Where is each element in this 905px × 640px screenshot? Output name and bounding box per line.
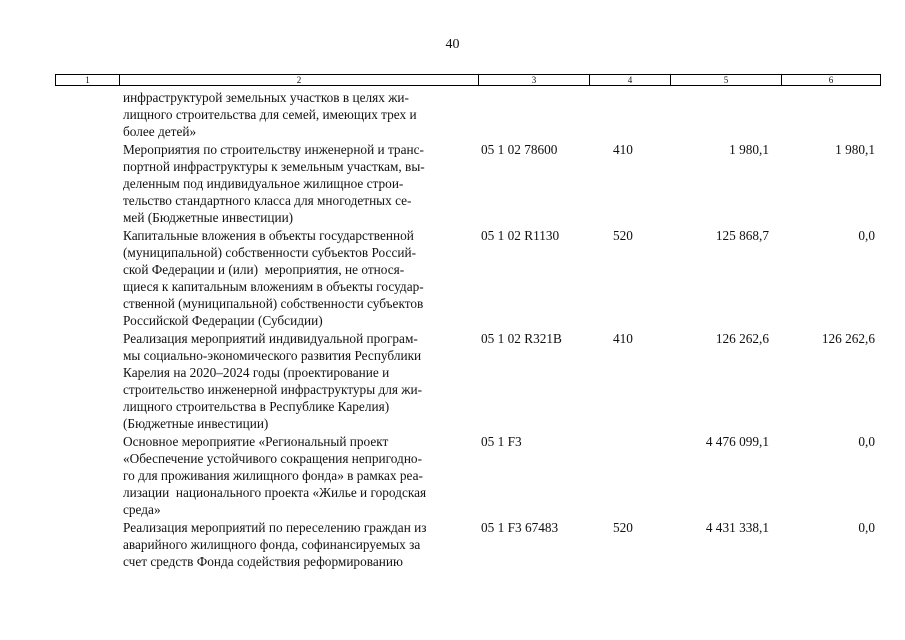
table-body xyxy=(0,89,905,571)
row-sum-2: 0,0 xyxy=(858,520,875,535)
table-row xyxy=(0,433,905,519)
row-vr: 410 xyxy=(613,142,633,157)
row-description: Основное мероприятие «Региональный проект «Обеспечение устойчивого сокращения непригодно- го для проживания жилищного фонда» в рамках реа- лизации национального проекта «Жилье и городская среда» xyxy=(123,434,427,517)
row-description: инфраструктурой земельных участков в целях жи- лищного строительства для семей, имеющих трех и более детей» xyxy=(123,90,417,139)
row-sum-2: 1 980,1 xyxy=(835,142,875,157)
row-code: 05 1 02 78600 xyxy=(481,142,558,157)
row-description: Мероприятия по строительству инженерной и транс- портной инфраструктуры к земельным участкам, вы- деленным под индивидуальное жилищное строи- тельство стандартного класса для многодетных се- мей (Бюджетные инвестиции) xyxy=(123,142,425,225)
table-row xyxy=(0,519,905,571)
row-sum-1: 126 262,6 xyxy=(715,331,769,346)
table-row xyxy=(0,141,905,227)
row-description: Реализация мероприятий индивидуальной програм- мы социально-экономического развития Республики Карелия на 2020–2024 годы (проектирование и строительство инженерной инфраструктуры для жи- лищного строительства в Республике Карелия) (Бюджетные инвестиции) xyxy=(123,331,423,431)
table-header xyxy=(55,74,881,86)
column-header-6: 6 xyxy=(828,75,834,85)
row-code: 05 1 F3 67483 xyxy=(481,520,559,535)
row-sum-2: 0,0 xyxy=(858,434,875,449)
page-number: 40 xyxy=(445,37,460,52)
row-sum-2: 126 262,6 xyxy=(821,331,875,346)
table-row xyxy=(0,89,905,141)
row-code: 05 1 02 R321B xyxy=(481,331,562,346)
column-header-2: 2 xyxy=(120,75,479,85)
table-row xyxy=(0,227,905,330)
table-row xyxy=(0,330,905,433)
row-sum-2: 0,0 xyxy=(858,228,875,243)
column-header-5: 5 xyxy=(671,75,782,85)
row-vr: 520 xyxy=(613,520,633,535)
row-code: 05 1 02 R1130 xyxy=(481,228,560,243)
column-header-4: 4 xyxy=(590,75,671,85)
row-code: 05 1 F3 xyxy=(481,434,522,449)
row-vr: 520 xyxy=(613,228,633,243)
row-vr: 410 xyxy=(613,331,633,346)
row-description: Капитальные вложения в объекты государственной (муниципальной) собственности субъектов Россий- ской Федерации и (или) мероприятия, не относя- щиеся к капитальным вложениям в объекты государ- ственной (муниципальной) собственности субъектов Российской Федерации (Субсидии) xyxy=(123,228,424,328)
row-sum-1: 1 980,1 xyxy=(729,142,769,157)
column-header-3: 3 xyxy=(479,75,590,85)
column-header-1: 1 xyxy=(56,75,120,85)
row-description: Реализация мероприятий по переселению граждан из аварийного жилищного фонда, софинансируемых за счет средств Фонда содействия реформированию xyxy=(123,520,427,569)
row-sum-1: 4 431 338,1 xyxy=(705,520,769,535)
row-sum-1: 4 476 099,1 xyxy=(705,434,769,449)
row-sum-1: 125 868,7 xyxy=(715,228,769,243)
